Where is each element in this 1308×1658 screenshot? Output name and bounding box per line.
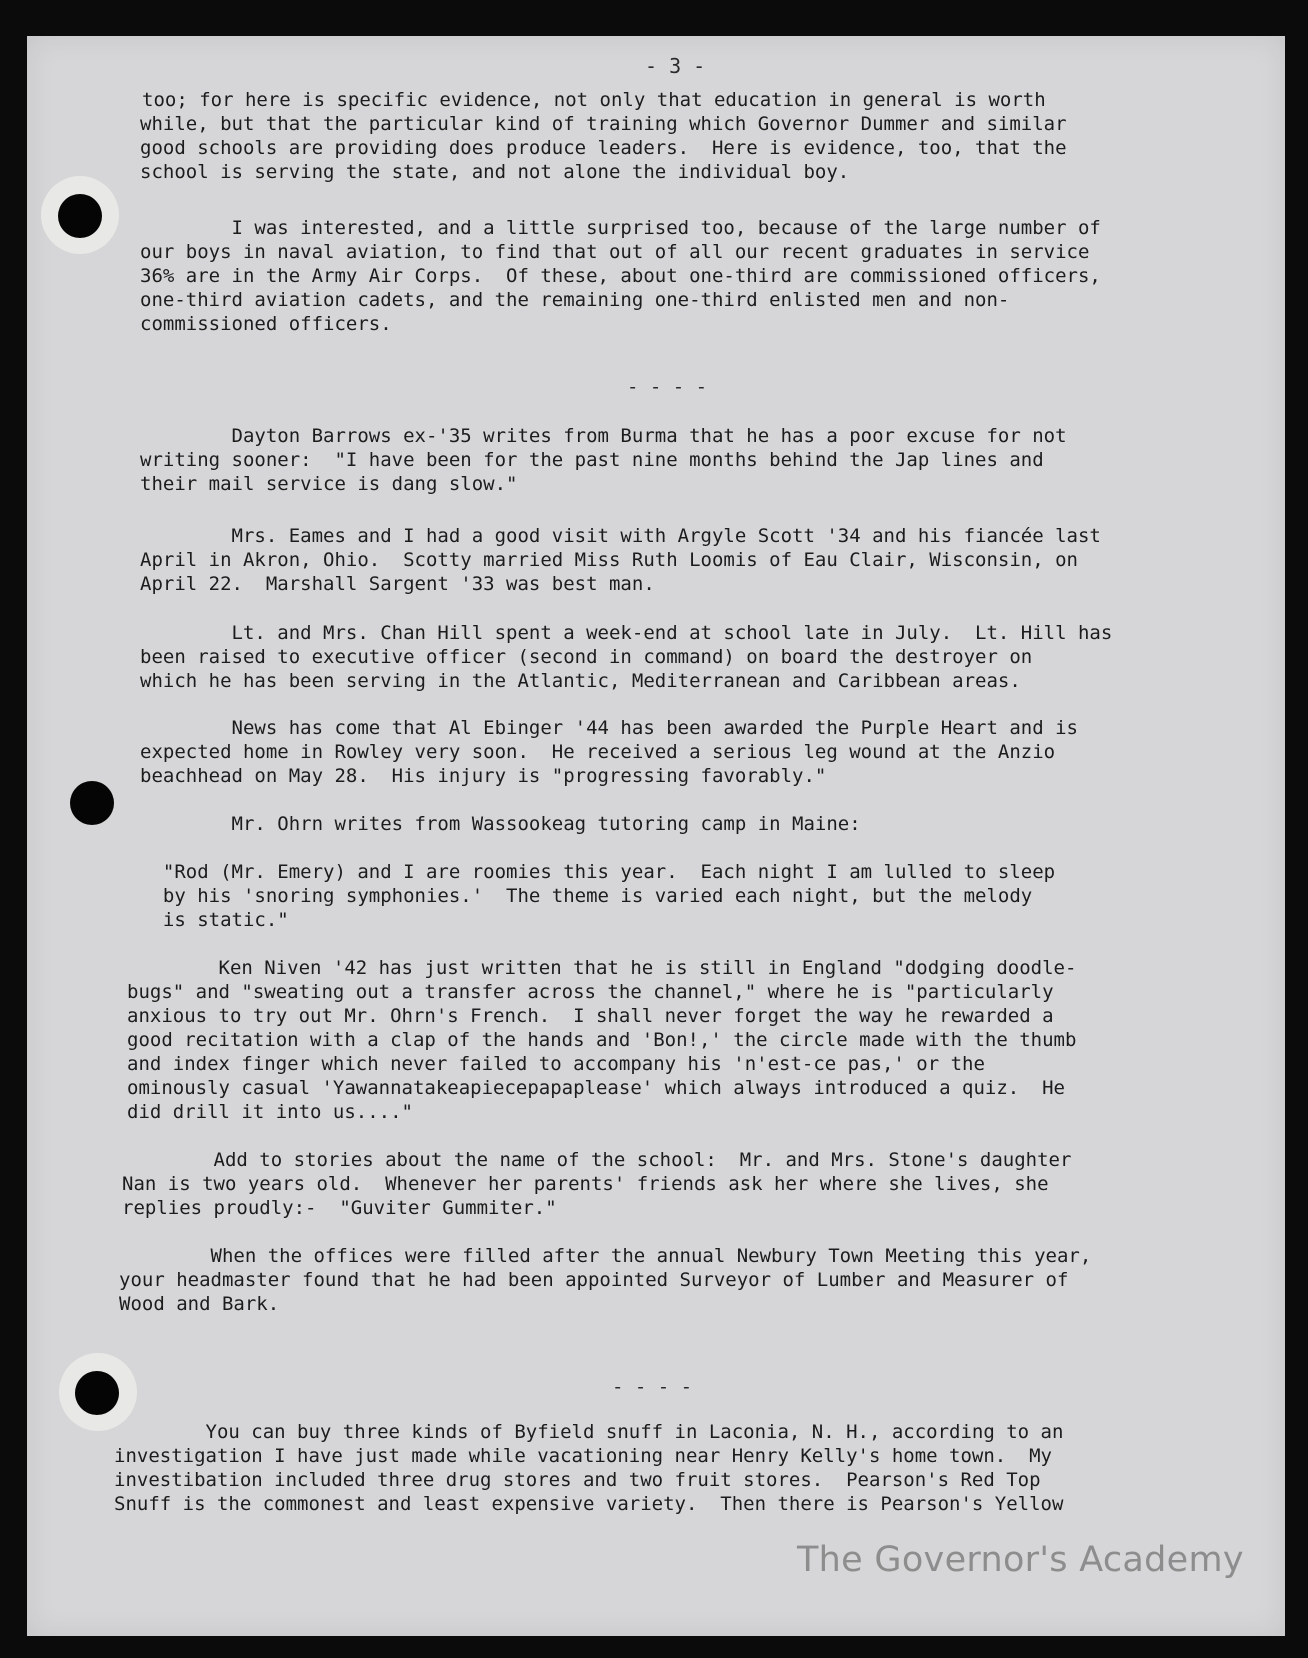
text-line: your headmaster found that he had been appointed Surveyor of Lumber and Measurer of bbox=[119, 1269, 1069, 1291]
text-line: their mail service is dang slow." bbox=[140, 473, 518, 495]
text-line: writing sooner: "I have been for the past nine months behind the Jap lines and bbox=[140, 449, 1044, 471]
text-line: Dayton Barrows ex-'35 writes from Burma that he has a poor excuse for not bbox=[140, 425, 1067, 447]
punch-hole bbox=[75, 1371, 119, 1415]
text-line: You can buy three kinds of Byfield snuff in Laconia, N. H., according to an bbox=[114, 1421, 1064, 1443]
text-line: News has come that Al Ebinger '44 has been awarded the Purple Heart and is bbox=[140, 717, 1078, 739]
text-line: April 22. Marshall Sargent '33 was best man. bbox=[140, 573, 655, 595]
text-line: replies proudly:- "Guviter Gummiter." bbox=[122, 1197, 557, 1219]
text-line: investibation included three drug stores and two fruit stores. Pearson's Red Top bbox=[114, 1469, 1041, 1491]
text-line: been raised to executive officer (second in command) on board the destroyer on bbox=[140, 646, 1033, 668]
text-line: anxious to try out Mr. Ohrn's French. I shall never forget the way he rewarded a bbox=[127, 1005, 1054, 1027]
document-page bbox=[27, 36, 1285, 1636]
text-line: When the offices were filled after the annual Newbury Town Meeting this year, bbox=[119, 1245, 1092, 1267]
watermark: The Governor's Academy bbox=[797, 1540, 1244, 1580]
text-line: investigation I have just made while vacationing near Henry Kelly's home town. My bbox=[114, 1445, 1052, 1467]
text-line: is static." bbox=[140, 909, 289, 931]
text-line: Wood and Bark. bbox=[119, 1293, 280, 1315]
section-separator: - - - - bbox=[627, 376, 708, 398]
punch-hole bbox=[58, 194, 102, 238]
text-line: I was interested, and a little surprised too, because of the large number of bbox=[140, 217, 1101, 239]
text-line: Nan is two years old. Whenever her parents' friends ask her where she lives, she bbox=[122, 1173, 1049, 1195]
text-line: and index finger which never failed to accompany his 'n'est-ce pas,' or the bbox=[127, 1053, 985, 1075]
text-line: "Rod (Mr. Emery) and I are roomies this year. Each night I am lulled to sleep bbox=[140, 861, 1056, 883]
text-line: our boys in naval aviation, to find that out of all our recent graduates in service bbox=[140, 241, 1090, 263]
text-line: school is serving the state, and not alone the individual boy. bbox=[140, 161, 850, 183]
text-line: commissioned officers. bbox=[140, 313, 392, 335]
text-line: expected home in Rowley very soon. He received a serious leg wound at the Anzio bbox=[140, 741, 1056, 763]
page-number: - 3 - bbox=[645, 54, 706, 78]
text-line: Lt. and Mrs. Chan Hill spent a week-end at school late in July. Lt. Hill has bbox=[140, 622, 1113, 644]
punch-hole bbox=[70, 781, 114, 825]
text-line: Snuff is the commonest and least expensive variety. Then there is Pearson's Yellow bbox=[114, 1493, 1064, 1515]
text-line: too; for here is specific evidence, not only that education in general is worth bbox=[142, 89, 1046, 111]
text-line: which he has been serving in the Atlantic, Mediterranean and Caribbean areas. bbox=[140, 670, 1021, 692]
text-line: good schools are providing does produce leaders. Here is evidence, too, that the bbox=[140, 137, 1067, 159]
text-line: did drill it into us...." bbox=[127, 1101, 413, 1123]
text-line: ominously casual 'Yawannatakeapiecepapaplease' which always introduced a quiz. He bbox=[127, 1077, 1065, 1099]
text-line: one-third aviation cadets, and the remaining one-third enlisted men and non- bbox=[140, 289, 1010, 311]
text-line: Add to stories about the name of the school: Mr. and Mrs. Stone's daughter bbox=[122, 1149, 1072, 1171]
text-line: while, but that the particular kind of training which Governor Dummer and similar bbox=[140, 113, 1067, 135]
text-line: by his 'snoring symphonies.' The theme is varied each night, but the melody bbox=[140, 885, 1033, 907]
text-line: Ken Niven '42 has just written that he is still in England "dodging doodle- bbox=[127, 957, 1077, 979]
section-separator: - - - - bbox=[612, 1376, 693, 1398]
text-line: April in Akron, Ohio. Scotty married Miss Ruth Loomis of Eau Clair, Wisconsin, on bbox=[140, 549, 1078, 571]
text-line: bugs" and "sweating out a transfer across the channel," where he is "particularly bbox=[127, 981, 1054, 1003]
text-line: good recitation with a clap of the hands and 'Bon!,' the circle made with the thumb bbox=[127, 1029, 1077, 1051]
text-line: 36% are in the Army Air Corps. Of these, about one-third are commissioned officers, bbox=[140, 265, 1101, 287]
text-line: Mrs. Eames and I had a good visit with Argyle Scott '34 and his fiancée last bbox=[140, 525, 1101, 547]
text-line: Mr. Ohrn writes from Wassookeag tutoring camp in Maine: bbox=[140, 813, 861, 835]
text-line: beachhead on May 28. His injury is "progressing favorably." bbox=[140, 765, 827, 787]
